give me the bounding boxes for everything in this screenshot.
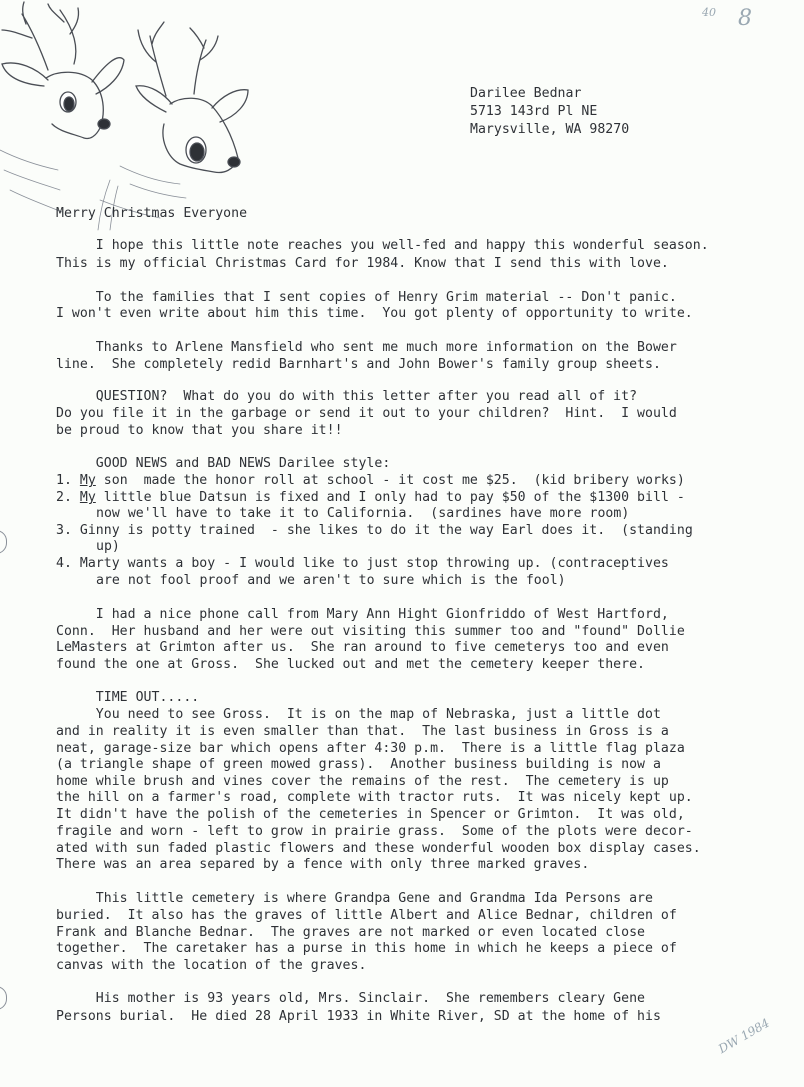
p8-line: His mother is 93 years old, Mrs. Sinclair. She remembers cleary Gene <box>56 991 646 1006</box>
p6-line: neat, garage-size bar which opens after 4:30 p.m. There is a little flag plaza <box>56 741 685 756</box>
p6-line: (a triangle shape of green mowed grass). Another business building is now a <box>56 757 661 772</box>
news-text: little blue Datsun is fixed and I only had to pay $50 of the $1300 bill - <box>95 490 685 505</box>
p5-line: LeMasters at Grimton after us. She ran around to five cemeterys too and even <box>56 640 669 655</box>
news-text-continued: are not fool proof and we aren't to sure which is the fool) <box>96 573 566 588</box>
news-text-continued: now we'll have to take it to California. (sardines have more room) <box>96 506 630 521</box>
p4-line: QUESTION? What do you do with this letter after you read all of it? <box>56 389 638 404</box>
p4-line: Do you file it in the garbage or send it out to your children? Hint. I would <box>56 406 677 421</box>
news-item-2 <box>56 490 685 506</box>
reindeer-illustration <box>0 0 260 240</box>
p2-line: To the families that I sent copies of Henry Grim material -- Don't panic. <box>56 290 677 305</box>
p7-line: canvas with the location of the graves. <box>56 958 367 973</box>
binder-hole-icon <box>0 530 7 554</box>
greeting: Merry Christmas Everyone <box>56 206 248 221</box>
news-text: Marty wants a boy - I would like to just stop throwing up. (contraceptives <box>79 556 669 571</box>
news-item-4 <box>56 556 669 572</box>
p6-line: There was an area separed by a fence with only three marked graves. <box>56 857 590 872</box>
news-item-1 <box>56 473 685 489</box>
binder-hole-icon <box>0 986 7 1010</box>
p1-line: This is my official Christmas Card for 1984. Know that I send this with love. <box>56 256 669 271</box>
news-number: 1. <box>56 473 72 488</box>
news-underlined-word: My <box>79 490 96 505</box>
p6-line: You need to see Gross. It is on the map of Nebraska, just a little dot <box>56 707 661 722</box>
p3-line: Thanks to Arlene Mansfield who sent me much more information on the Bower <box>56 340 677 355</box>
p8-line: Persons burial. He died 28 April 1933 in White River, SD at the home of his <box>56 1009 661 1024</box>
p6-line: the hill on a farmer's road, complete with tractor ruts. It was nicely kept up. <box>56 790 693 805</box>
news-text-continued: up) <box>96 539 120 554</box>
sender-city: Marysville, WA 98270 <box>470 122 630 137</box>
news-item-3 <box>56 523 693 539</box>
news-text: Ginny is potty trained - she likes to do it the way Earl does it. (standing <box>79 523 693 538</box>
time-out-heading: TIME OUT..... <box>56 690 200 705</box>
p1-line: I hope this little note reaches you well-fed and happy this wonderful season. <box>56 238 709 253</box>
news-number: 3. <box>56 523 72 538</box>
p6-line: and in reality it is even smaller than that. The last business in Gross is a <box>56 724 669 739</box>
p6-line: It didn't have the polish of the cemeteries in Spencer or Grimton. It was old, <box>56 807 685 822</box>
p7-line: together. The caretaker has a purse in this home in which he keeps a piece of <box>56 941 677 956</box>
news-underlined-word: My <box>79 473 96 488</box>
p6-line: ated with sun faded plastic flowers and these wonderful wooden box display cases. <box>56 841 701 856</box>
p7-line: Frank and Blanche Bednar. The graves are not marked or even located close <box>56 925 646 940</box>
news-heading: GOOD NEWS and BAD NEWS Darilee style: <box>56 456 391 471</box>
p5-line: Conn. Her husband and her were out visiting this summer too and "found" Dollie <box>56 624 685 639</box>
handwritten-initials: DW 1984 <box>716 1015 772 1057</box>
corner-mark: 40 <box>702 6 717 19</box>
p2-line: I won't even write about him this time. You got plenty of opportunity to write. <box>56 306 693 321</box>
news-number: 2. <box>56 490 72 505</box>
p6-line: home while brush and vines cover the remains of the rest. The cemetery is up <box>56 774 669 789</box>
news-text: son made the honor roll at school - it cost me $25. (kid bribery works) <box>95 473 685 488</box>
p7-line: buried. It also has the graves of little Albert and Alice Bednar, children of <box>56 908 677 923</box>
p3-line: line. She completely redid Barnhart's and John Bower's family group sheets. <box>56 357 661 372</box>
p7-line: This little cemetery is where Grandpa Gene and Grandma Ida Persons are <box>56 891 653 906</box>
sender-name: Darilee Bednar <box>470 86 582 101</box>
sender-street: 5713 143rd Pl NE <box>470 104 598 119</box>
news-number: 4. <box>56 556 72 571</box>
p5-line: found the one at Gross. She lucked out and met the cemetery keeper there. <box>56 657 646 672</box>
p6-line: fragile and worn - left to grow in prairie grass. Some of the plots were decor- <box>56 824 693 839</box>
p4-line: be proud to know that you share it!! <box>56 423 343 438</box>
page-number: 8 <box>738 6 753 31</box>
p5-line: I had a nice phone call from Mary Ann Hight Gionfriddo of West Hartford, <box>56 607 669 622</box>
